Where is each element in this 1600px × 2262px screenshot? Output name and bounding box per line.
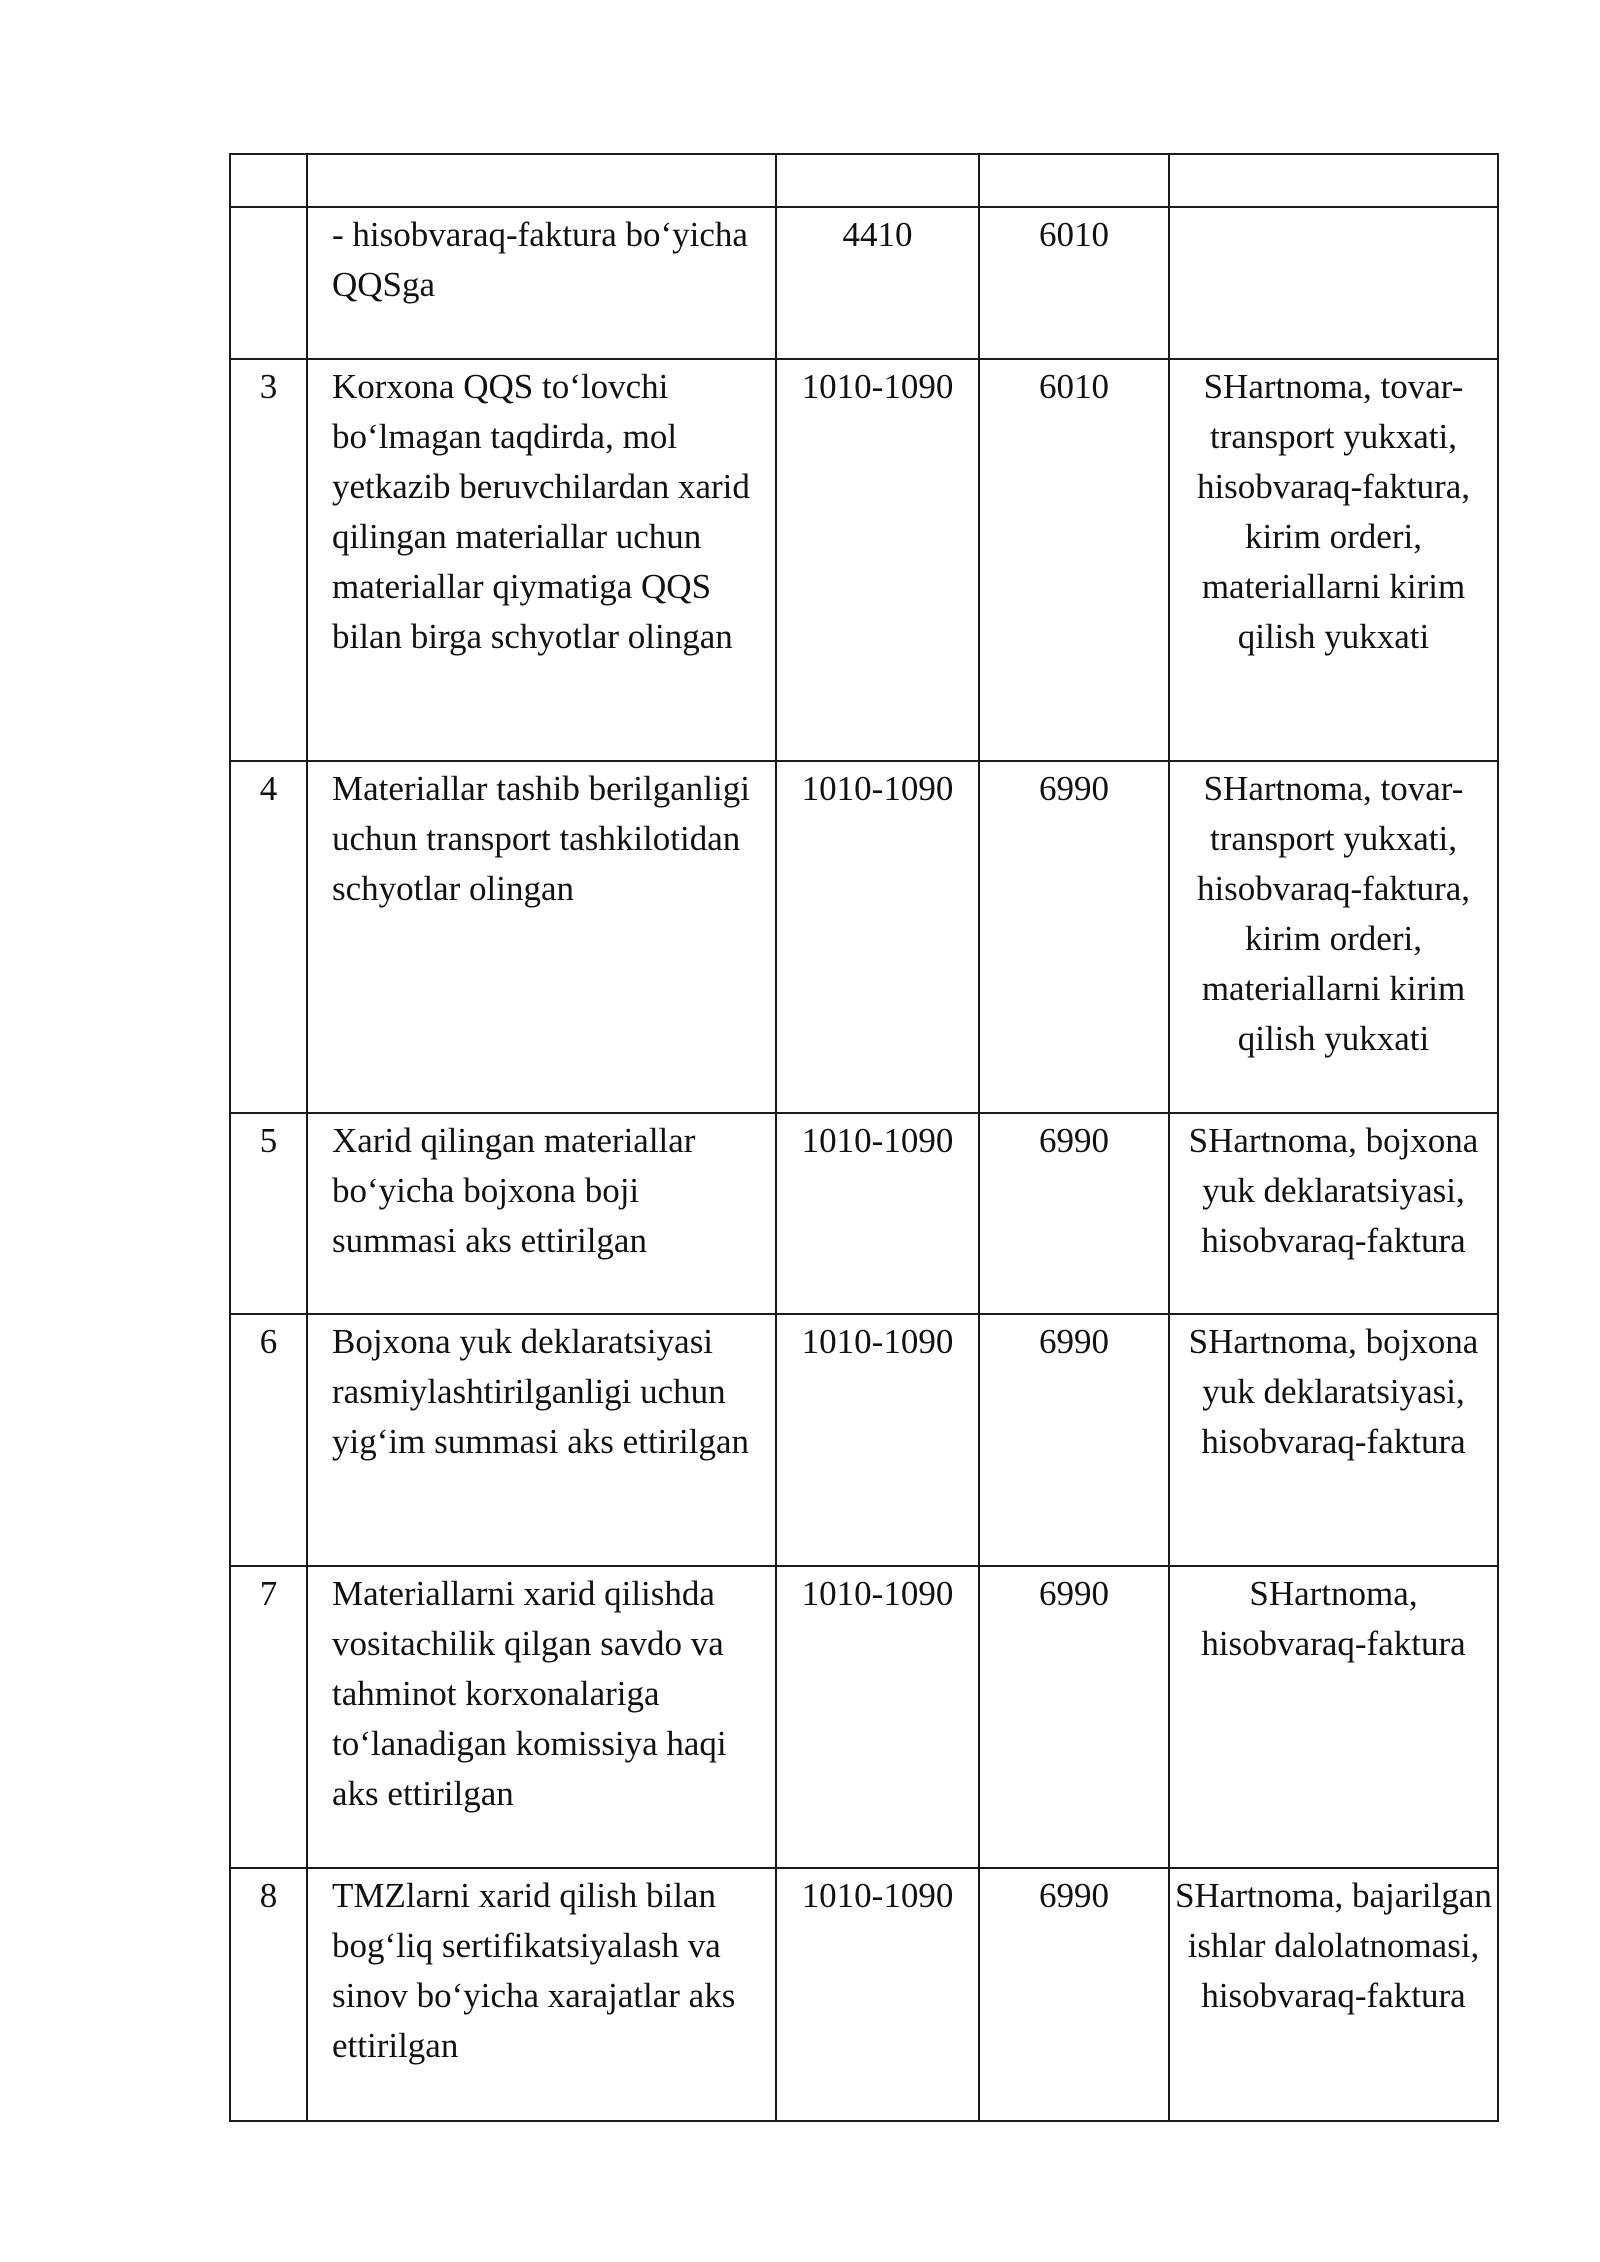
- description-cell: [307, 1566, 776, 1868]
- credit-account: 6010: [1039, 367, 1109, 406]
- debit-cell: [776, 154, 979, 207]
- documents-text: SHartnoma, bajarilgan ishlar dalolatnomasi, hisobvaraq-faktura: [1175, 1876, 1492, 2015]
- debit-account: 4410: [842, 215, 913, 254]
- documents-text: SHartnoma, tovar-transport yukxati, hisobvaraq-faktura, kirim orderi, materiallarni kirim qilish yukxati: [1196, 769, 1471, 1058]
- row-number-cell: [230, 1868, 307, 2121]
- debit-cell: [776, 1566, 979, 1868]
- table-row: [230, 1314, 1498, 1566]
- credit-cell: [979, 1868, 1169, 2121]
- documents-text: SHartnoma, bojxona yuk deklaratsiyasi, hisobvaraq-faktura: [1188, 1121, 1479, 1260]
- credit-cell: [979, 359, 1169, 761]
- credit-account: 6990: [1039, 769, 1109, 808]
- description-cell: [307, 154, 776, 207]
- documents-text: [1174, 155, 1493, 157]
- table-row: [230, 1868, 1498, 2121]
- row-number: 7: [259, 1574, 278, 1613]
- credit-account: 6990: [1039, 1876, 1109, 1915]
- description-text: Materiallar tashib berilganligi uchun transport tashkilotidan schyotlar olingan: [332, 769, 750, 908]
- description-cell: [307, 207, 776, 359]
- table-row: [230, 761, 1498, 1113]
- row-number: 4: [259, 769, 278, 808]
- debit-account: [777, 155, 978, 157]
- description-text: Korxona QQS to‘lovchi bo‘lmagan taqdirda, mol yetkazib beruvchilardan xarid qilingan materiallar uchun materiallar qiymatiga QQS bilan birga schyotlar olingan: [332, 367, 750, 656]
- documents-cell: [1169, 761, 1498, 1113]
- debit-account: 1010-1090: [801, 1121, 954, 1160]
- row-number: 8: [259, 1876, 278, 1915]
- documents-cell: [1169, 154, 1498, 207]
- documents-text: [1174, 208, 1493, 210]
- table-row: [230, 207, 1498, 359]
- debit-cell: [776, 761, 979, 1113]
- documents-cell: [1169, 1113, 1498, 1314]
- debit-cell: [776, 1868, 979, 2121]
- description-text: - hisobvaraq-faktura bo‘yicha QQSga: [332, 215, 748, 304]
- row-number-cell: [230, 1113, 307, 1314]
- debit-account: 1010-1090: [801, 1574, 954, 1613]
- credit-account: 6010: [1039, 215, 1109, 254]
- description-text: [332, 155, 771, 157]
- description-cell: [307, 1113, 776, 1314]
- credit-cell: [979, 1314, 1169, 1566]
- row-number-cell: [230, 1566, 307, 1868]
- debit-cell: [776, 1314, 979, 1566]
- credit-account: 6990: [1039, 1574, 1109, 1613]
- row-number: [231, 155, 306, 157]
- documents-text: SHartnoma, bojxona yuk deklaratsiyasi, hisobvaraq-faktura: [1188, 1322, 1479, 1461]
- credit-account: 6990: [1039, 1322, 1109, 1361]
- table-row: [230, 359, 1498, 761]
- row-number: 6: [259, 1322, 278, 1361]
- description-cell: [307, 761, 776, 1113]
- accounting-entries-table: [229, 153, 1499, 2122]
- debit-cell: [776, 207, 979, 359]
- documents-cell: [1169, 207, 1498, 359]
- table-row: [230, 1113, 1498, 1314]
- description-cell: [307, 1314, 776, 1566]
- row-number: 5: [259, 1121, 278, 1160]
- row-number-cell: [230, 1314, 307, 1566]
- table-row: [230, 1566, 1498, 1868]
- documents-text: SHartnoma, hisobvaraq-faktura: [1201, 1574, 1466, 1663]
- documents-cell: [1169, 1314, 1498, 1566]
- debit-cell: [776, 1113, 979, 1314]
- row-number: 3: [259, 367, 278, 406]
- documents-text: SHartnoma, tovar-transport yukxati, hisobvaraq-faktura, kirim orderi, materiallarni kirim qilish yukxati: [1196, 367, 1471, 656]
- credit-account: [980, 155, 1168, 157]
- credit-cell: [979, 154, 1169, 207]
- credit-cell: [979, 1566, 1169, 1868]
- description-text: Xarid qilingan materiallar bo‘yicha bojxona boji summasi aks ettirilgan: [332, 1121, 696, 1260]
- debit-account: 1010-1090: [801, 367, 954, 406]
- debit-cell: [776, 359, 979, 761]
- description-cell: [307, 1868, 776, 2121]
- row-number: [231, 208, 306, 210]
- credit-account: 6990: [1039, 1121, 1109, 1160]
- credit-cell: [979, 207, 1169, 359]
- credit-cell: [979, 761, 1169, 1113]
- row-number-cell: [230, 154, 307, 207]
- debit-account: 1010-1090: [801, 1322, 954, 1361]
- description-text: Bojxona yuk deklaratsiyasi rasmiylashtirilganligi uchun yig‘im summasi aks ettirilgan: [332, 1322, 750, 1461]
- debit-account: 1010-1090: [801, 769, 954, 808]
- documents-cell: [1169, 1868, 1498, 2121]
- description-cell: [307, 359, 776, 761]
- row-number-cell: [230, 761, 307, 1113]
- documents-cell: [1169, 359, 1498, 761]
- documents-cell: [1169, 1566, 1498, 1868]
- row-number-cell: [230, 207, 307, 359]
- description-text: Materiallarni xarid qilishda vositachilik qilgan savdo va tahminot korxonalariga to‘lanadigan komissiya haqi aks ettirilgan: [332, 1574, 727, 1813]
- row-number-cell: [230, 359, 307, 761]
- table-row: [230, 154, 1498, 207]
- debit-account: 1010-1090: [801, 1876, 954, 1915]
- description-text: TMZlarni xarid qilish bilan bog‘liq sertifikatsiyalash va sinov bo‘yicha xarajatlar aks ettirilgan: [332, 1876, 736, 2065]
- credit-cell: [979, 1113, 1169, 1314]
